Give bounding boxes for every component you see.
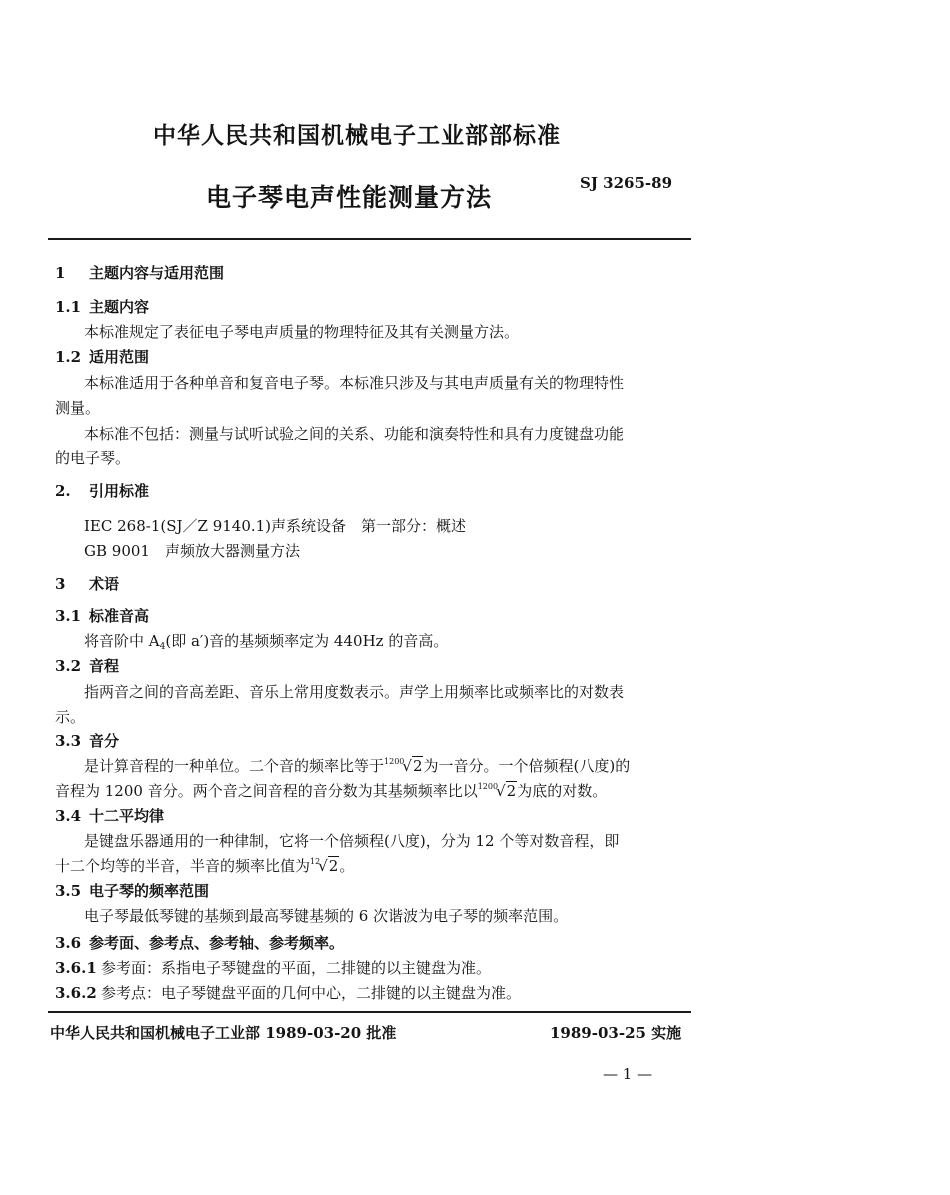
paragraph-line [55,780,607,801]
approval-info: 中华人民共和国机械电子工业部 1989-03-20 批准 [50,1024,397,1042]
section-1-1-text: 本标准规定了表征电子琴电声质量的物理特征及其有关测量方法。 [84,323,520,341]
header-divider [48,238,691,240]
text-part: (即 a′)音的基频频率定为 440Hz 的音高。 [165,632,449,650]
standard-code: SJ 3265-89 [580,174,672,192]
radical-expression [384,757,423,775]
section-number: 1.1 [55,298,82,316]
footer-divider [48,1011,691,1013]
paragraph-line: 指两音之间的音高差距、音乐上常用度数表示。声学上用频率比或频率比的对数表 [84,683,625,701]
radical-index: 12 [310,857,321,866]
section-title: 音程 [89,657,120,675]
section-text: 参考点：电子琴键盘平面的几何中心，二排键的以主键盘为准。 [101,984,522,1002]
radical-index: 1200 [384,757,405,766]
paragraph-line: 本标准适用于各种单音和复音电子琴。本标准只涉及与其电声质量有关的物理特性 [84,374,625,392]
radical-expression [310,857,339,875]
radicand: 2 [506,782,517,800]
section-title: 引用标准 [89,482,150,500]
page-number: — 1 — [603,1065,653,1083]
section-1-heading [55,262,224,283]
section-3-5-text: 电子琴最低琴键的基频到最高琴键基频的 6 次谐波为电子琴的频率范围。 [84,907,569,925]
section-title: 适用范围 [89,348,150,366]
section-title: 标准音高 [89,607,150,625]
section-title: 参考面、参考点、参考轴、参考频率。 [89,934,345,952]
radical-index: 1200 [477,782,499,791]
section-3-3-heading [55,730,119,751]
organization-header: 中华人民共和国机械电子工业部部标准 [153,122,561,149]
subscript: 4 [159,642,166,652]
radical-sign-icon: √ [318,857,328,875]
text-part: 十二个均等的半音，半音的频率比值为 [55,857,311,875]
section-3-1-text [84,630,448,652]
radicand: 2 [328,857,339,875]
section-1-2-heading [55,346,149,367]
section-title: 主题内容与适用范围 [89,264,225,282]
paragraph-line [84,755,630,776]
section-number: 1 [55,264,66,282]
document-title: 电子琴电声性能测量方法 [206,183,493,212]
section-number: 3.4 [55,807,82,825]
section-number: 3.6.1 [55,959,97,977]
paragraph-line: 示。 [55,708,86,726]
paragraph-line: 是键盘乐器通用的一种律制，它将一个倍频程(八度)，分为 12 个等对数音程，即 [84,832,620,850]
text-part: 音程为 1200 音分。两个音之间音程的音分数为其基频频率比以 [55,782,478,800]
section-1-1-heading [55,296,149,317]
text-part: 为一音分。一个倍频程(八度)的 [423,757,631,775]
section-3-5-heading [55,880,209,901]
section-number: 3.5 [55,882,82,900]
section-number: 3 [55,575,66,593]
section-3-6-1 [55,957,491,978]
radical-sign-icon: √ [402,757,412,775]
section-3-1-heading [55,605,149,626]
section-2-heading [55,480,149,501]
section-number: 2. [55,482,71,500]
section-3-2-heading [55,655,119,676]
section-3-6-heading [55,932,344,953]
text-part: 。 [339,857,355,875]
reference-item: GB 9001 声频放大器测量方法 [84,542,300,560]
section-number: 3.1 [55,607,82,625]
reference-item: IEC 268-1(SJ／Z 9140.1)声系统设备 第一部分：概述 [84,517,467,535]
radical-expression [478,782,517,800]
section-number: 3.3 [55,732,82,750]
section-number: 3.6 [55,934,82,952]
section-3-6-2 [55,982,521,1003]
text-part: 为底的对数。 [517,782,608,800]
section-title: 主题内容 [89,298,150,316]
section-number: 3.6.2 [55,984,97,1002]
paragraph-line [55,855,354,876]
paragraph-line: 本标准不包括：测量与试听试验之间的关系、功能和演奏特性和具有力度键盘功能 [84,425,625,443]
radicand: 2 [412,757,423,775]
section-title: 术语 [89,575,120,593]
section-title: 音分 [89,732,120,750]
section-text: 参考面：系指电子琴键盘的平面，二排键的以主键盘为准。 [101,959,492,977]
radical-sign-icon: √ [496,782,506,800]
section-3-heading [55,573,119,594]
section-title: 十二平均律 [89,807,165,825]
section-number: 1.2 [55,348,82,366]
section-title: 电子琴的频率范围 [89,882,210,900]
paragraph-line: 测量。 [55,399,101,417]
effective-date: 1989-03-25 实施 [550,1024,682,1042]
paragraph-line: 的电子琴。 [55,449,131,467]
text-part: 是计算音程的一种单位。二个音的频率比等于 [84,757,385,775]
section-number: 3.2 [55,657,82,675]
text-part: 将音阶中 A [84,632,160,650]
section-3-4-heading [55,805,164,826]
